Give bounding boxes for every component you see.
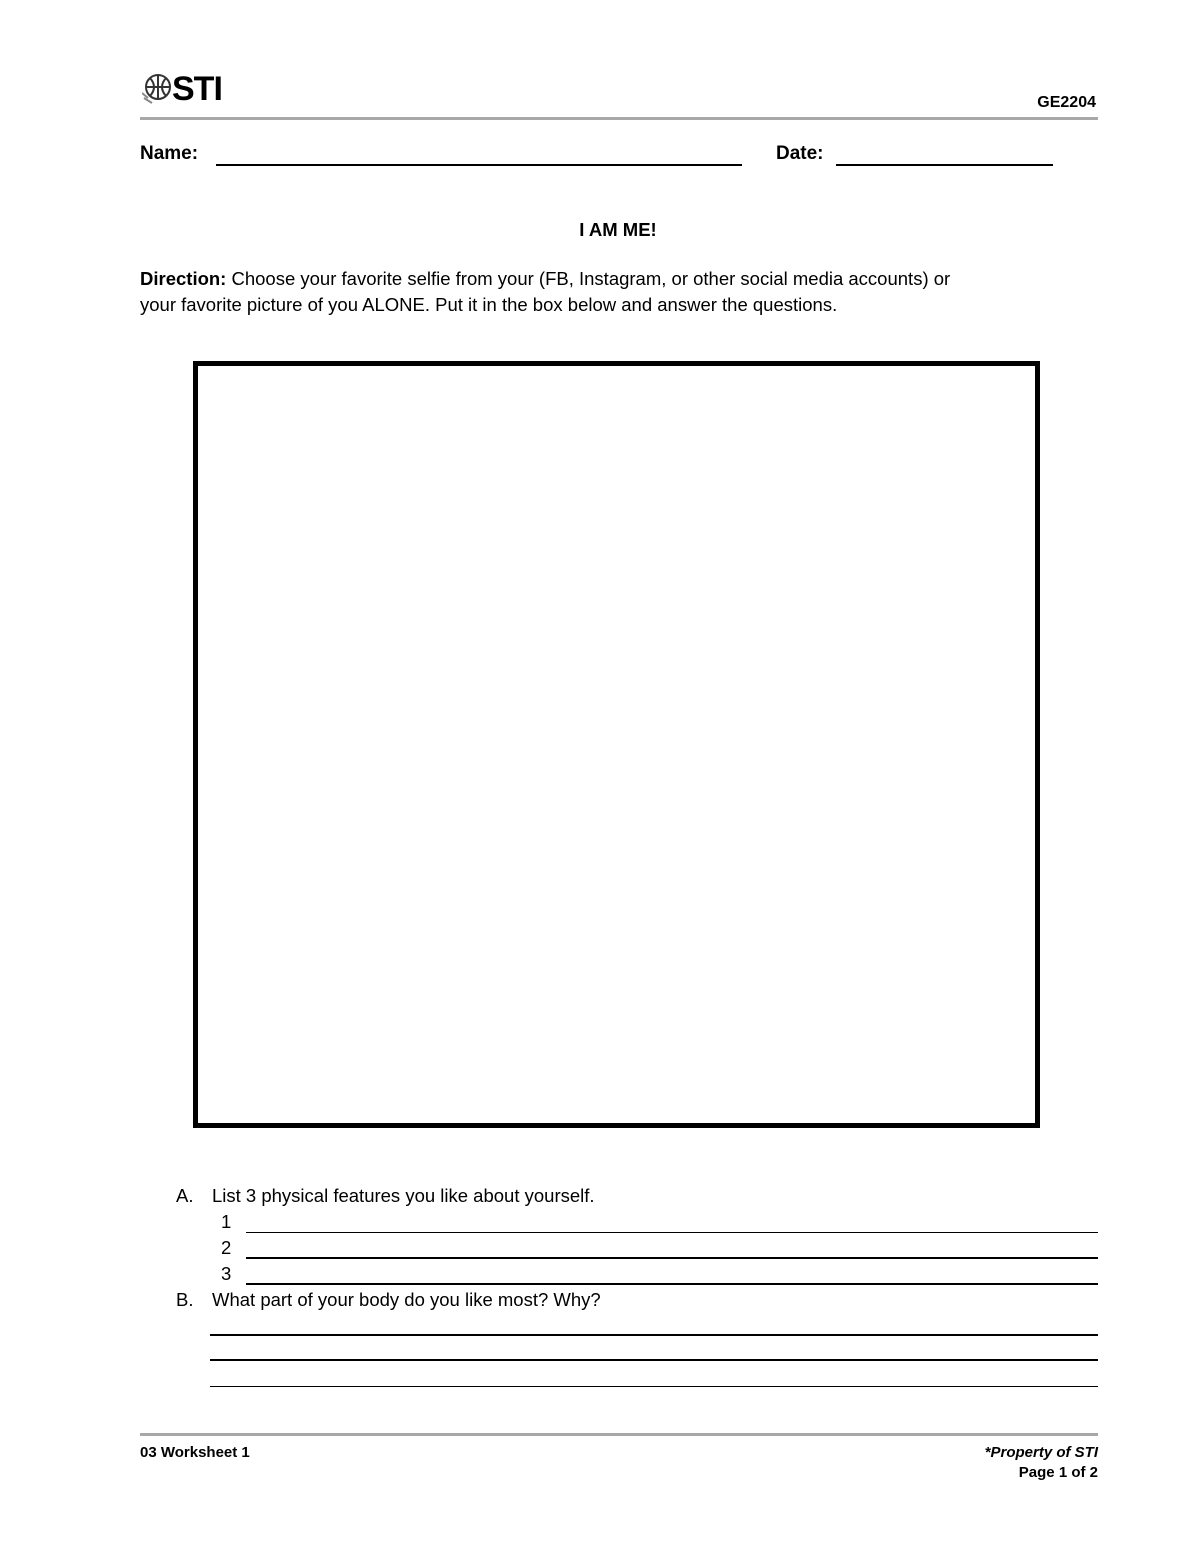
worksheet-title: I AM ME! [579, 219, 657, 240]
direction-text-2: your favorite picture of you ALONE. Put it in the box below and answer the questions. [140, 294, 838, 315]
answer-a-line-3[interactable] [246, 1283, 1098, 1285]
question-b-letter: B. [176, 1289, 194, 1310]
direction-text-1: Choose your favorite selfie from your (FB, Instagram, or other social media accounts) or [226, 268, 951, 289]
course-code: GE2204 [1037, 94, 1096, 111]
name-field[interactable] [216, 164, 742, 166]
question-a-text: List 3 physical features you like about yourself. [212, 1185, 595, 1206]
date-label: Date: [776, 143, 824, 164]
footer-property: *Property of STI [984, 1444, 1098, 1461]
globe-icon [142, 72, 172, 106]
footer-worksheet: 03 Worksheet 1 [140, 1444, 250, 1461]
question-b-text: What part of your body do you like most? Why? [212, 1289, 601, 1310]
question-a-letter: A. [176, 1185, 194, 1206]
answer-b-line-2[interactable] [210, 1359, 1098, 1361]
answer-a-number: 3 [221, 1263, 232, 1284]
answer-a-line-2[interactable] [246, 1257, 1098, 1259]
sti-logo [142, 72, 222, 106]
answer-a-number: 2 [221, 1237, 232, 1258]
answer-b-line-3[interactable] [210, 1386, 1098, 1387]
name-label: Name: [140, 143, 199, 164]
answer-a-line-1[interactable] [246, 1232, 1098, 1233]
answer-b-line-1[interactable] [210, 1334, 1098, 1336]
footer-divider [140, 1433, 1098, 1436]
date-field[interactable] [836, 164, 1053, 166]
answer-a-number: 1 [221, 1211, 232, 1232]
logo-text: STI [172, 70, 222, 108]
photo-box[interactable] [193, 361, 1040, 1128]
direction-line-1 [140, 266, 950, 292]
header-divider [140, 117, 1098, 120]
direction-label: Direction: [140, 268, 227, 289]
footer-page-number: Page 1 of 2 [1018, 1464, 1098, 1481]
